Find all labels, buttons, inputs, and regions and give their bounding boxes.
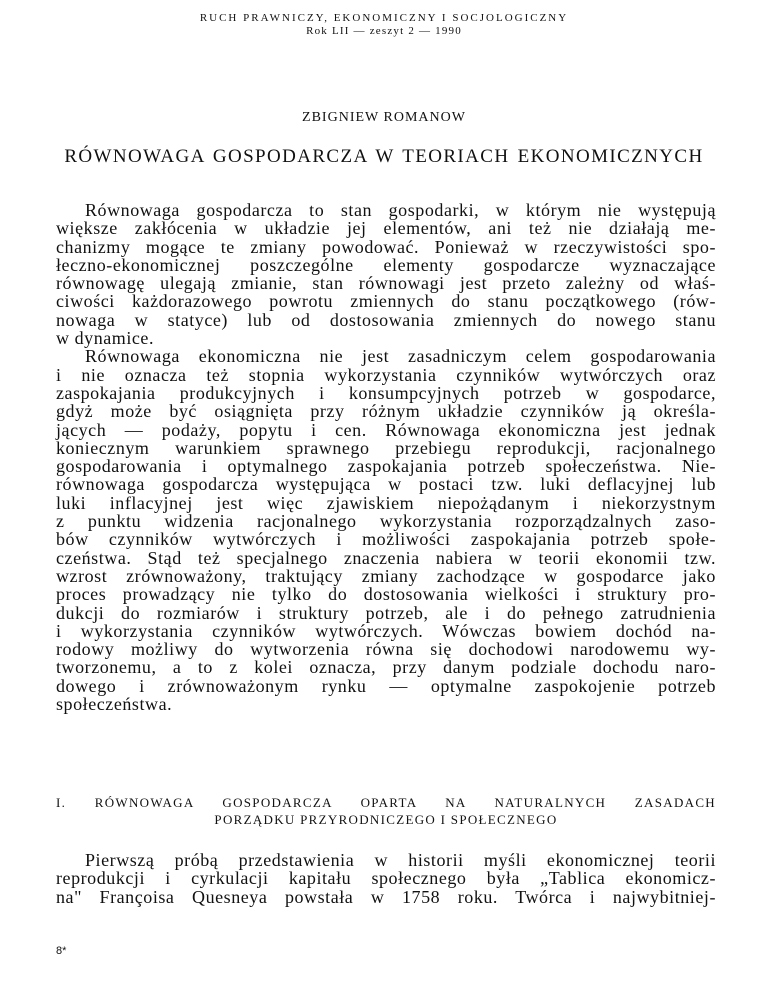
body-line: koniecznym warunkiem sprawnego przebiegu reprodukcji, racjonalnego — [56, 437, 716, 458]
body-line: większe zakłócenia w układzie jej elementów, ani też nie działają me- — [56, 218, 716, 239]
body-line: luki inflacyjnej jest więc zjawiskiem niepożądanym i niekorzystnym — [56, 492, 716, 513]
body-line: gospodarowania i optymalnego zaspokajania potrzeb społeczeństwa. Nie- — [56, 456, 716, 477]
body-line: bów czynników wytwórczych i możliwości zaspokajania potrzeb społe- — [56, 529, 716, 550]
section-heading-line: PORZĄDKU PRZYRODNICZEGO I SPOŁECZNEGO — [214, 812, 558, 827]
body-line: i wykorzystania czynników wytwórczych. Wówczas bowiem dochód na- — [56, 620, 716, 641]
body-line: dukcji do rozmiarów i struktury potrzeb, ale i do pełnego zatrudnienia — [56, 602, 716, 623]
body-line: czeństwa. Stąd też specjalnego znaczenia nabiera w teorii ekonomii tzw. — [56, 547, 716, 568]
article-body — [56, 201, 716, 713]
section-heading — [56, 794, 716, 828]
section-heading-line: I. RÓWNOWAGA GOSPODARCZA OPARTA NA NATURALNYCH ZASADACH — [56, 795, 716, 810]
body-line: reprodukcji i cyrkulacji kapitału społecznego była „Tablica ekonomicz- — [56, 868, 716, 889]
article-author: ZBIGNIEW ROMANOW — [302, 110, 466, 125]
body-line: wzrost zrównoważony, traktujący zmiany zachodzące w gospodarce jako — [56, 565, 716, 586]
body-line: tworzonemu, a to z kolei oznacza, przy danym podziale dochodu naro- — [56, 657, 716, 678]
page-signature-mark: 8* — [56, 945, 67, 957]
body-line: nowaga w statyce) lub od dostosowania zmiennych do nowego stanu — [56, 309, 716, 330]
article-title: RÓWNOWAGA GOSPODARCZA W TEORIACH EKONOMICZNYCH — [64, 146, 704, 167]
body-line: Równowaga gospodarcza to stan gospodarki, w którym nie występują — [85, 200, 716, 220]
body-line: równowagę ulegają zmianie, stan równowagi jest przeto zależny od właś- — [56, 273, 716, 294]
body-line: Równowaga ekonomiczna nie jest zasadniczym celem gospodarowania — [85, 346, 716, 367]
body-line: z punktu widzenia racjonalnego wykorzystania rozporządzalnych zaso- — [56, 511, 716, 532]
body-line: równowaga gospodarcza występująca w postaci tzw. luki deflacyjnej lub — [56, 474, 716, 495]
issue-info: Rok LII — zeszyt 2 — 1990 — [306, 25, 462, 37]
body-line: na" Françoisa Quesneya powstała w 1758 roku. Twórca i najwybitniej- — [56, 886, 716, 907]
body-line: łeczno-ekonomicznej poszczególne elementy gospodarcze wyznaczające — [56, 254, 716, 275]
body-line: ciwości każdorazowego powrotu zmiennych do stanu początkowego (rów- — [56, 291, 716, 312]
body-line: dowego i zrównoważonym rynku — optymalne zaspokojenie potrzeb — [56, 675, 716, 696]
body-line: Pierwszą próbą przedstawienia w historii myśli ekonomicznej teorii — [85, 850, 716, 870]
body-line: w dynamice. — [56, 328, 155, 349]
body-line: chanizmy mogące te zmiany powodować. Ponieważ w rzeczywistości spo- — [56, 236, 716, 257]
body-line: gdyż może być osiągnięta przy różnym układzie czynników ją określa- — [56, 401, 716, 422]
body-line: jących — podaży, popytu i cen. Równowaga ekonomiczna jest jednak — [56, 419, 716, 440]
section-body — [56, 851, 716, 906]
journal-title: RUCH PRAWNICZY, EKONOMICZNY I SOCJOLOGICZNY — [199, 12, 569, 24]
body-line: społeczeństwa. — [56, 694, 173, 715]
body-line: rodowy możliwy do wytworzenia równa się dochodowi narodowemu wy- — [56, 639, 716, 660]
body-line: proces prowadzący nie tylko do dostosowania wielkości i struktury pro- — [56, 584, 716, 605]
running-head — [0, 12, 768, 38]
body-line: i nie oznacza też stopnia wykorzystania czynników wytwórczych oraz — [56, 364, 716, 385]
body-line: zaspokajania produkcyjnych i konsumpcyjnych potrzeb w gospodarce, — [56, 382, 716, 403]
